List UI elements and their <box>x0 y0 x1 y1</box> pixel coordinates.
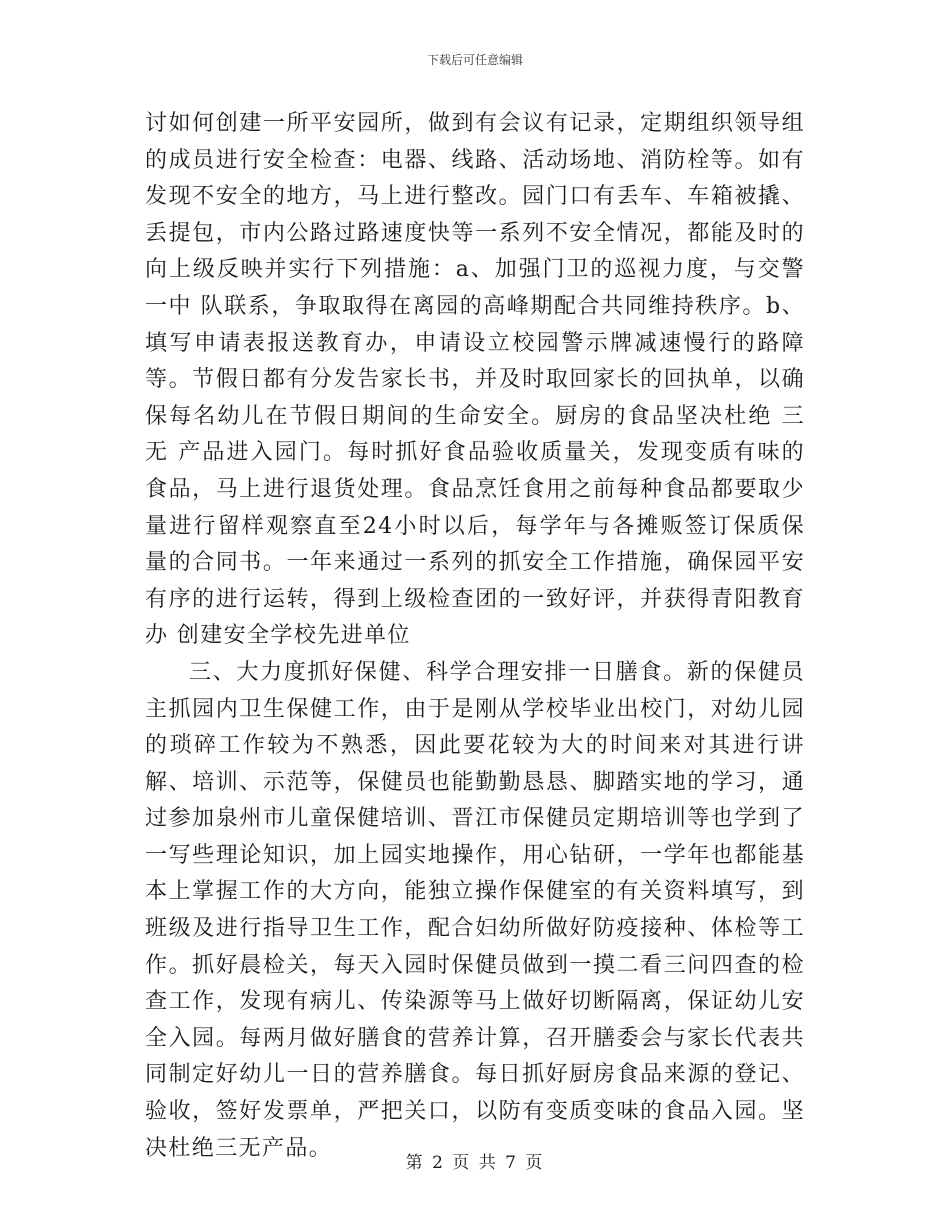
page-number-footer: 第 2 页 共 7 页 <box>405 1153 545 1173</box>
document-body <box>145 106 805 1167</box>
page-header-note: 下载后可任意编辑 <box>426 53 523 67</box>
body-paragraph-continuation: 讨如何创建一所平安园所，做到有会议有记录，定期组织领导组的成员进行安全检查：电器、线路、活动场地、消防栓等。如有发现不安全的地方，马上进行整改。园门口有丢车、车箱被撬、丢提包，市内公路过路速度快等一系列不安全情况，都能及时的向上级反映并实行下列措施：a、加强门卫的巡视力度，与交警一中 队联系，争取取得在离园的高峰期配合共同维持秩序。b、填写申请表报送教育办，申请设立校园警示牌减速慢行的路障等。节假日都有分发告家长书，并及时取回家长的回执单，以确保每名幼儿在节假日期间的生命安全。厨房的食品坚决杜绝 三无 产品进入园门。每时抓好食品验收质量关，发现变质有味的食品，马上进行退货处理。食品烹饪食用之前每种食品都要取少量进行留样观察直至24小时以后，每学年与各摊贩签订保质保量的合同书。一年来通过一系列的抓安全工作措施，确保园平安有序的进行运转，得到上级检查团的一致好评，并获得青阳教育办 创建安全学校先进单位 <box>145 111 805 649</box>
body-paragraph-section-three: 三、大力度抓好保健、科学合理安排一日膳食。新的保健员主抓园内卫生保健工作，由于是刚从学校毕业出校门，对幼儿园的琐碎工作较为不熟悉，因此要花较为大的时间来对其进行讲解、培训、示范等，保健员也能勤勤恳恳、脚踏实地的学习，通过参加泉州市儿童保健培训、晋江市保健员定期培训等也学到了一写些理论知识，加上园实地操作，用心钻研，一学年也都能基本上掌握工作的大方向，能独立操作保健室的有关资料填写，到班级及进行指导卫生工作，配合妇幼所做好防疫接种、体检等工作。抓好晨检关，每天入园时保健员做到一摸二看三问四查的检查工作，发现有病儿、传染源等马上做好切断隔离，保证幼儿安全入园。每两月做好膳食的营养计算，召开膳委会与家长代表共同制定好幼儿一日的营养膳食。每日抓好厨房食品来源的登记、验收，签好发票单，严把关口，以防有变质变味的食品入园。坚决杜绝三无产品。 <box>145 659 805 1161</box>
